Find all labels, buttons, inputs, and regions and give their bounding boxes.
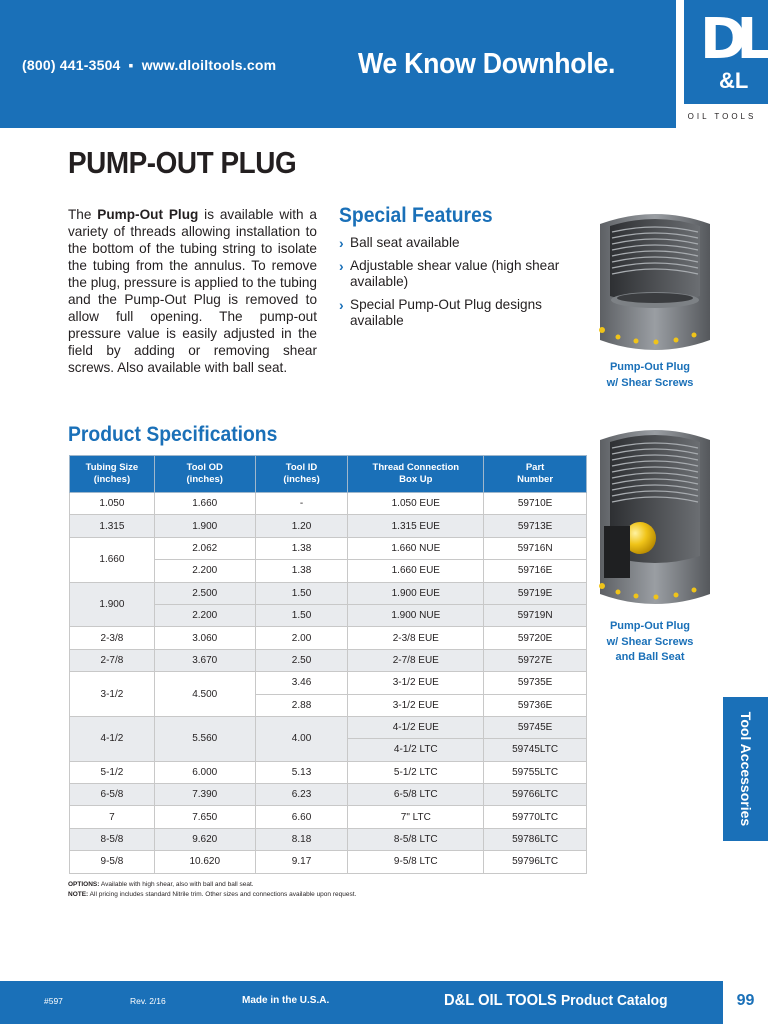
cell-id: 6.23 — [255, 784, 348, 806]
contact-line — [22, 57, 276, 73]
feature-text: Adjustable shear value (high shear available) — [350, 258, 560, 289]
cell-thread: 4-1/2 LTC — [348, 739, 484, 761]
cell-od: 4.500 — [154, 672, 255, 717]
cell-id: - — [255, 493, 348, 515]
pump-out-plug-image — [596, 210, 714, 358]
cell-part: 59727E — [484, 649, 587, 671]
cell-id: 2.00 — [255, 627, 348, 649]
cell-thread: 1.900 NUE — [348, 604, 484, 626]
cell-part: 59745LTC — [484, 739, 587, 761]
table-row — [70, 761, 587, 783]
cell-od: 3.670 — [154, 649, 255, 671]
cell-part: 59713E — [484, 515, 587, 537]
catalog-number: #597 — [44, 996, 63, 1006]
cell-thread: 9-5/8 LTC — [348, 851, 484, 873]
image-caption-1 — [580, 360, 720, 391]
col-header-id: Tool ID (inches) — [255, 456, 348, 493]
footer-brand: D&L OIL TOOLS Product Catalog — [444, 992, 668, 1009]
cell-part: 59719N — [484, 604, 587, 626]
cell-thread: 3-1/2 EUE — [348, 672, 484, 694]
cell-tubing: 4-1/2 — [70, 716, 155, 761]
options-note: OPTIONS: Available with high shear, also with ball and ball seat. — [68, 881, 254, 888]
spec-table — [69, 455, 587, 874]
cell-thread: 1.315 EUE — [348, 515, 484, 537]
feature-item — [339, 235, 569, 251]
cell-id: 1.50 — [255, 582, 348, 604]
cell-id: 2.50 — [255, 649, 348, 671]
page-title: PUMP-OUT PLUG — [68, 145, 297, 180]
product-specs-heading: Product Specifications — [68, 423, 278, 446]
cell-part: 59786LTC — [484, 828, 587, 850]
logo-mark — [684, 0, 768, 104]
cell-od: 3.060 — [154, 627, 255, 649]
cell-od: 7.650 — [154, 806, 255, 828]
logo-letters: DL — [700, 7, 763, 72]
cell-thread: 6-5/8 LTC — [348, 784, 484, 806]
cell-part: 59720E — [484, 627, 587, 649]
table-row — [70, 672, 587, 694]
image-caption-2 — [580, 619, 720, 666]
cell-od: 9.620 — [154, 828, 255, 850]
cell-id: 5.13 — [255, 761, 348, 783]
cell-od: 2.200 — [154, 604, 255, 626]
cell-part: 59770LTC — [484, 806, 587, 828]
table-header-row — [70, 456, 587, 493]
cell-tubing: 7 — [70, 806, 155, 828]
separator: ▪ — [128, 57, 134, 73]
table-row — [70, 784, 587, 806]
table-notes — [68, 880, 356, 900]
cell-part: 59745E — [484, 716, 587, 738]
cell-part: 59716E — [484, 560, 587, 582]
caption-line: and Ball Seat — [615, 651, 685, 663]
company-logo — [676, 0, 768, 128]
intro-paragraph — [68, 206, 317, 376]
cell-tubing: 3-1/2 — [70, 672, 155, 717]
table-row — [70, 806, 587, 828]
cell-tubing: 2-3/8 — [70, 627, 155, 649]
chevron-right-icon: › — [339, 258, 344, 274]
special-features-heading: Special Features — [339, 204, 493, 227]
feature-item — [339, 258, 569, 290]
cell-id: 1.50 — [255, 604, 348, 626]
revision-date: Rev. 2/16 — [130, 996, 166, 1006]
caption-line: w/ Shear Screws — [606, 376, 694, 389]
cell-id: 1.20 — [255, 515, 348, 537]
pricing-note: NOTE: All pricing includes standard Nitrile trim. Other sizes and connections available upon request. — [68, 891, 357, 898]
cell-part: 59766LTC — [484, 784, 587, 806]
cell-thread: 7" LTC — [348, 806, 484, 828]
table-row — [70, 828, 587, 850]
caption-line: Pump-Out Plug — [609, 620, 691, 632]
cell-thread: 4-1/2 EUE — [348, 716, 484, 738]
logo-amp: &L — [719, 68, 749, 93]
cell-id: 6.60 — [255, 806, 348, 828]
table-row — [70, 515, 587, 537]
website-link[interactable]: www.dloiltools.com — [141, 57, 277, 73]
cell-part: 59755LTC — [484, 761, 587, 783]
intro-lead: The — [68, 207, 98, 222]
cell-tubing: 8-5/8 — [70, 828, 155, 850]
cell-id: 3.46 — [255, 672, 348, 694]
feature-item — [339, 297, 569, 329]
cell-id: 1.38 — [255, 537, 348, 559]
cell-id: 4.00 — [255, 716, 348, 761]
cell-od: 1.900 — [154, 515, 255, 537]
cell-id: 1.38 — [255, 560, 348, 582]
col-header-part: Part Number — [484, 456, 587, 493]
cell-tubing: 5-1/2 — [70, 761, 155, 783]
chevron-right-icon: › — [339, 297, 344, 313]
table-row — [70, 582, 587, 604]
cell-id: 9.17 — [255, 851, 348, 873]
cell-part: 59710E — [484, 493, 587, 515]
phone-number: (800) 441-3504 — [22, 57, 121, 73]
feature-list — [339, 235, 569, 336]
cell-od: 5.560 — [154, 716, 255, 761]
table-row — [70, 851, 587, 873]
logo-text: OIL TOOLS — [687, 112, 757, 121]
cell-od: 2.500 — [154, 582, 255, 604]
cell-tubing: 6-5/8 — [70, 784, 155, 806]
cell-thread: 5-1/2 LTC — [348, 761, 484, 783]
cell-tubing: 1.315 — [70, 515, 155, 537]
cell-part: 59796LTC — [484, 851, 587, 873]
cell-od: 2.200 — [154, 560, 255, 582]
cell-tubing: 2-7/8 — [70, 649, 155, 671]
col-header-thread: Thread Connection Box Up — [348, 456, 484, 493]
chevron-right-icon: › — [339, 235, 344, 251]
cell-od: 10.620 — [154, 851, 255, 873]
col-header-od: Tool OD (inches) — [154, 456, 255, 493]
cell-part: 59736E — [484, 694, 587, 716]
cell-tubing: 1.050 — [70, 493, 155, 515]
col-header-tubing: Tubing Size (inches) — [70, 456, 155, 493]
cell-od: 7.390 — [154, 784, 255, 806]
table-row — [70, 493, 587, 515]
cell-part: 59716N — [484, 537, 587, 559]
cell-od: 2.062 — [154, 537, 255, 559]
cell-thread: 1.660 EUE — [348, 560, 484, 582]
cell-thread: 1.660 NUE — [348, 537, 484, 559]
intro-body: is available with a variety of threads allowing installation to the bottom of the tubing string to isolate the tubing from the annulus. To remove the plug, pressure is applied to the tubing and the Pump-Out Plug is removed to allow full opening. The pump-out pressure value is easily adjusted in the field by adding or removing shear screws. Also available with ball seat. — [68, 207, 317, 375]
cell-thread: 3-1/2 EUE — [348, 694, 484, 716]
pump-out-plug-ball-seat-image — [596, 426, 714, 618]
cell-thread: 1.900 EUE — [348, 582, 484, 604]
cell-part: 59735E — [484, 672, 587, 694]
cell-part: 59719E — [484, 582, 587, 604]
section-tab[interactable] — [723, 697, 768, 841]
table-row — [70, 537, 587, 559]
cell-tubing: 1.900 — [70, 582, 155, 627]
table-row — [70, 716, 587, 738]
caption-line: Pump-Out Plug — [609, 361, 691, 373]
page-number: 99 — [736, 992, 755, 1009]
tagline: We Know Downhole. — [358, 48, 616, 80]
table-row — [70, 649, 587, 671]
cell-tubing: 1.660 — [70, 537, 155, 582]
cell-thread: 1.050 EUE — [348, 493, 484, 515]
cell-tubing: 9-5/8 — [70, 851, 155, 873]
cell-od: 1.660 — [154, 493, 255, 515]
made-in-label: Made in the U.S.A. — [242, 995, 330, 1006]
feature-text: Ball seat available — [350, 235, 460, 250]
cell-thread: 8-5/8 LTC — [348, 828, 484, 850]
cell-thread: 2-3/8 EUE — [348, 627, 484, 649]
table-row — [70, 627, 587, 649]
caption-line: w/ Shear Screws — [606, 635, 694, 648]
section-tab-label: Tool Accessories — [737, 711, 754, 827]
cell-od: 6.000 — [154, 761, 255, 783]
cell-thread: 2-7/8 EUE — [348, 649, 484, 671]
cell-id: 8.18 — [255, 828, 348, 850]
intro-product-name: Pump-Out Plug — [97, 207, 199, 222]
feature-text: Special Pump-Out Plug designs available — [350, 297, 542, 328]
cell-id: 2.88 — [255, 694, 348, 716]
